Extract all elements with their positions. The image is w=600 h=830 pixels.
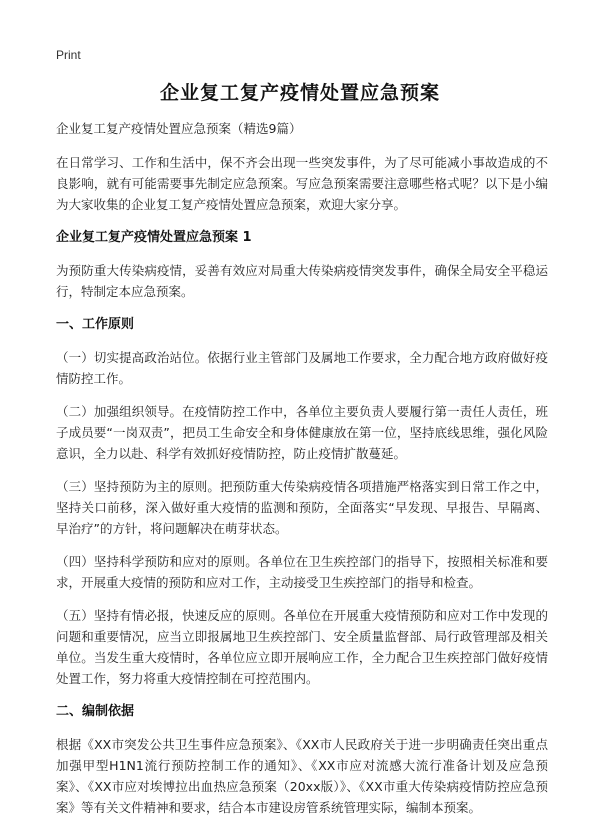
print-link[interactable]: Print <box>56 48 81 62</box>
principle-item: （四）坚持科学预防和应对的原则。各单位在卫生疾控部门的指导下，按照相关标准和要求，开展重大疫情的预防和应对工作，主动接受卫生疾控部门的指导和检查。 <box>56 554 548 590</box>
section-paragraph: 为预防重大传染病疫情，妥善有效应对局重大传染病疫情突发事件，确保全局安全平稳运行，特制定本应急预案。 <box>56 263 548 299</box>
page-title: 企业复工复产疫情处置应急预案 <box>159 82 440 104</box>
intro-paragraph: 在日常学习、工作和生活中，保不齐会出现一些突发事件，为了尽可能减小事故造成的不良影响，就有可能需要事先制定应急预案。写应急预案需要注意哪些格式呢？以下是小编为大家收集的企业复工复产疫情处置应急预案，欢迎大家分享。 <box>56 155 548 212</box>
article-body <box>56 118 548 830</box>
basis-paragraph: 根据《XX市突发公共卫生事件应急预案》、《XX市人民政府关于进一步明确责任突出重点加强甲型H1N1流行预防控制工作的通知》、《XX市应对流感大流行准备计划及应急预案》、《XX市应对埃博拉出血热应急预案（20xx版）》、《XX市重大传染病疫情防控应急预案》等有关文件精神和要求，结合本市建设房管系统管理实际，编制本预案。 <box>56 737 548 815</box>
principles-heading: 一、工作原则 <box>56 317 135 332</box>
section-heading: 企业复工复产疫情处置应急预案 1 <box>56 230 252 245</box>
article-subtitle: 企业复工复产疫情处置应急预案（精选9篇） <box>56 121 302 136</box>
principle-item: （五）坚持有情必报，快速反应的原则。各单位在开展重大疫情预防和应对工作中发现的问题和重要情况，应当立即报属地卫生疾控部门、安全质量监督部、局行政管理部及相关单位。当发生重大疫情时，各单位应立即开展响应工作，全力配合卫生疾控部门做好疫情处置工作，努力将重大疫情控制在可控范围内。 <box>56 608 548 686</box>
basis-heading: 二、编制依据 <box>56 704 135 719</box>
principle-item: （三）坚持预防为主的原则。把预防重大传染病疫情各项措施严格落实到日常工作之中，坚持关口前移，深入做好重大疫情的监测和预防，全面落实“早发现、早报告、早隔离、早治疗”的方针，将问题解决在萌芽状态。 <box>56 479 548 536</box>
principle-item: （二）加强组织领导。在疫情防控工作中，各单位主要负责人要履行第一责任人责任，班子成员要“一岗双责”，把员工生命安全和身体健康放在第一位，坚持底线思维，强化风险意识，全力以赴、科学有效抓好疫情防控，防止疫情扩散蔓延。 <box>56 404 548 461</box>
principle-item: （一）切实提高政治站位。依据行业主管部门及属地工作要求，全力配合地方政府做好疫情防控工作。 <box>56 350 548 386</box>
